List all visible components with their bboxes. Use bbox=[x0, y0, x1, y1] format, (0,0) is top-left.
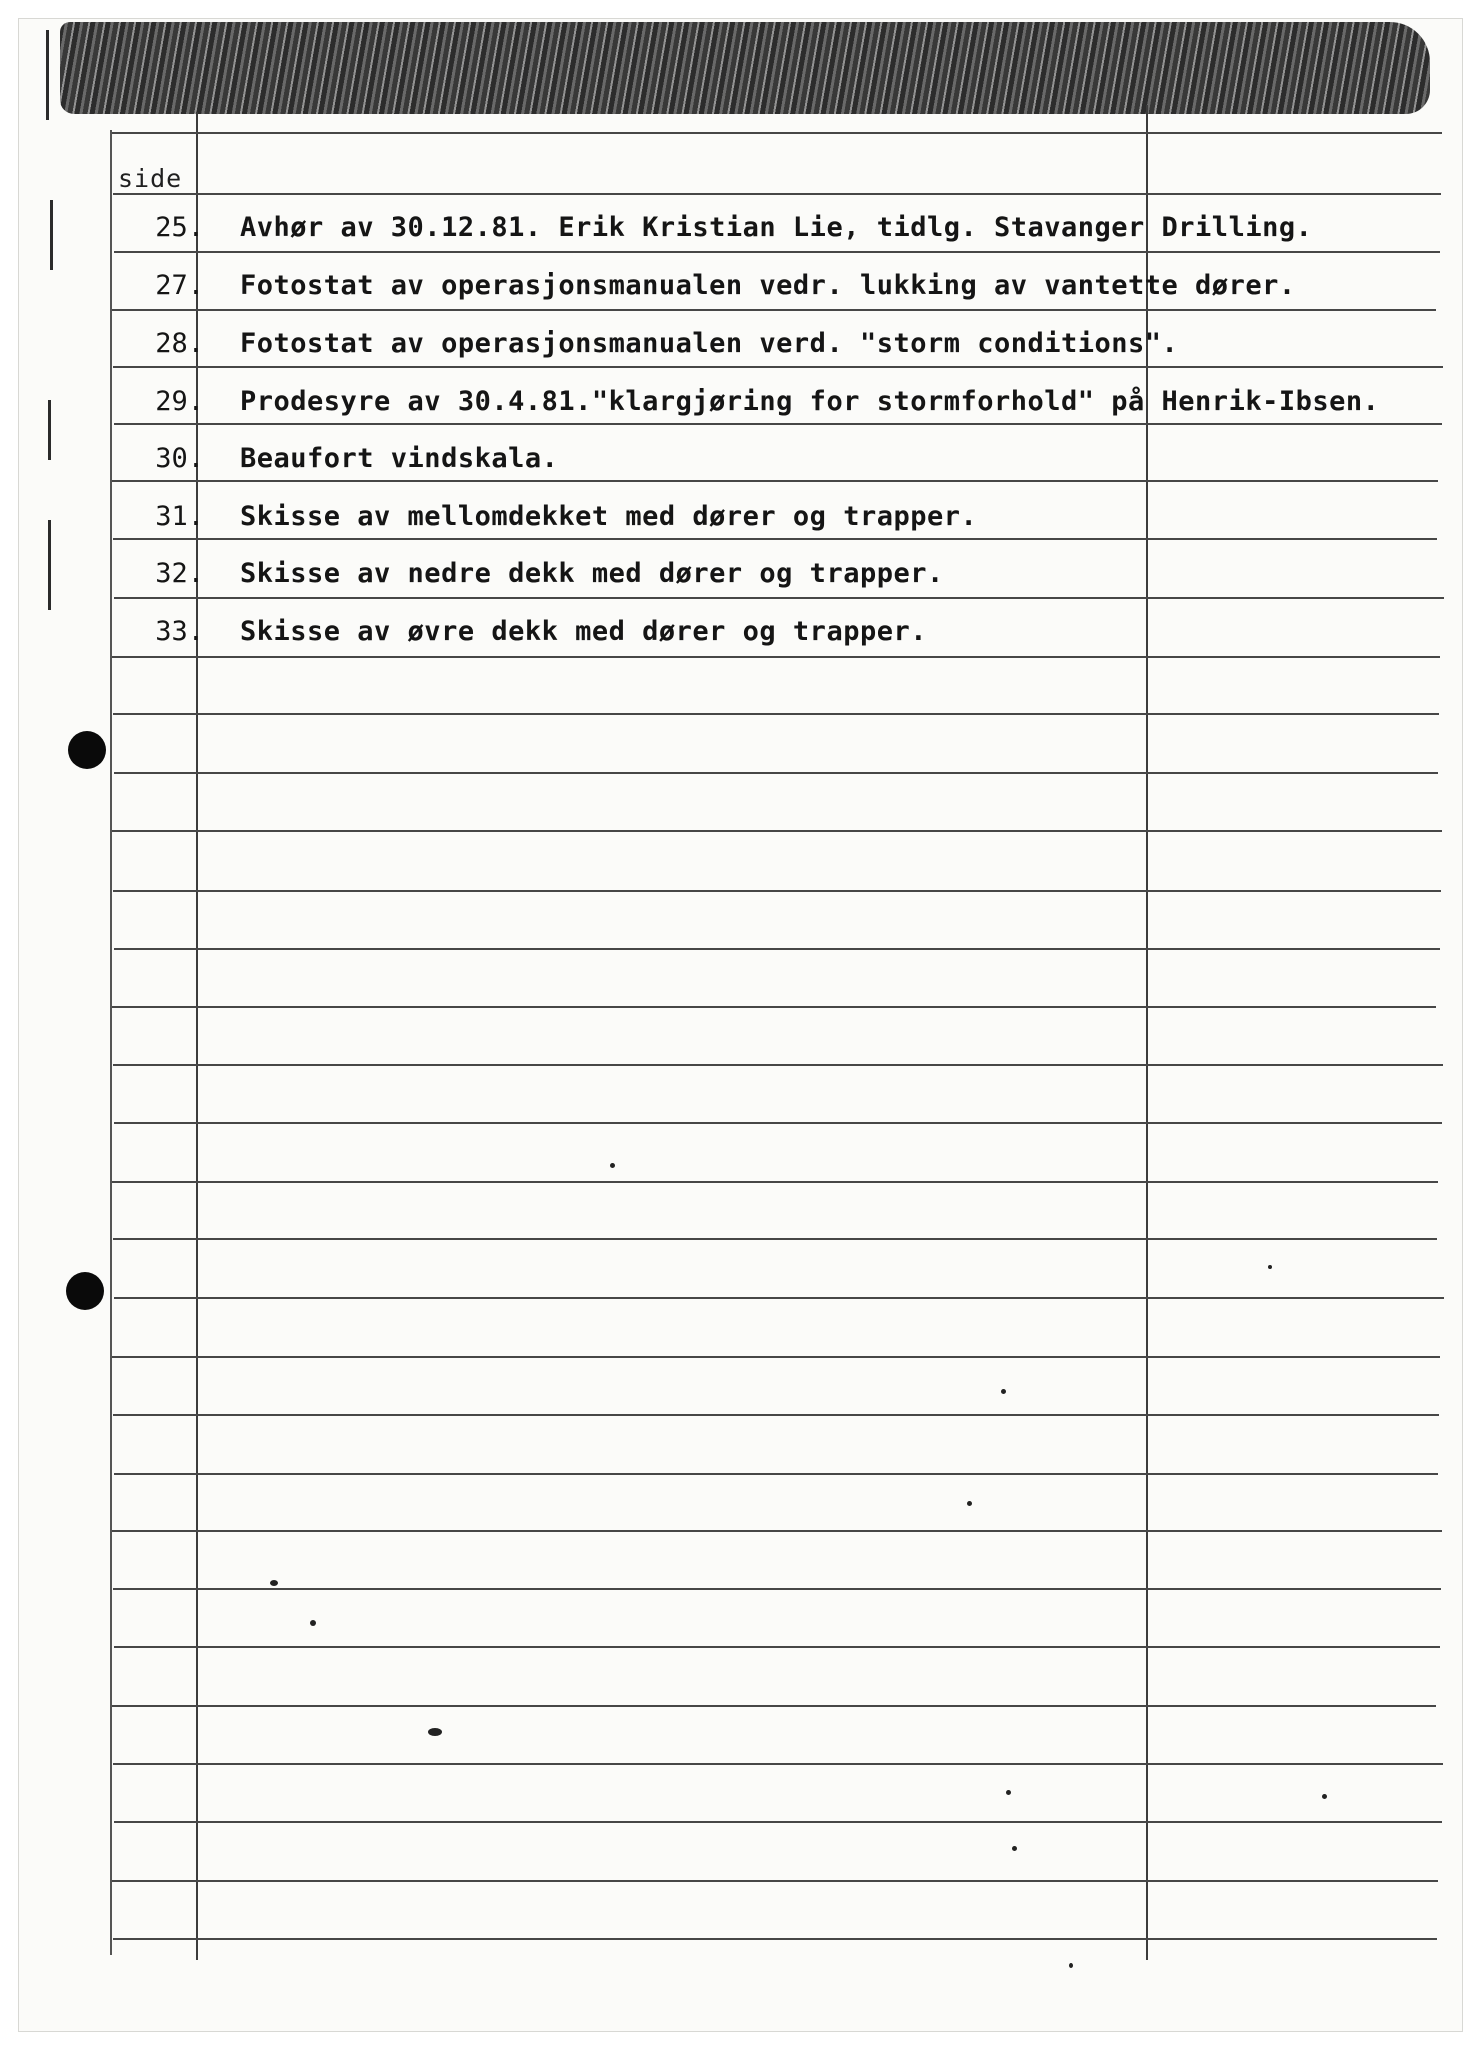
table-row bbox=[0, 616, 1479, 656]
ruled-line bbox=[114, 1646, 1440, 1648]
right-column-divider bbox=[1146, 105, 1148, 1960]
ruled-line bbox=[113, 1238, 1437, 1240]
page-number: 27. bbox=[155, 270, 204, 301]
ruled-line bbox=[112, 1006, 1436, 1008]
entry-description: Fotostat av operasjonsmanualen vedr. lukking av vantette dører. bbox=[240, 270, 1296, 301]
page-number: 31. bbox=[155, 501, 204, 532]
ruled-line bbox=[112, 1705, 1436, 1707]
entry-description: Skisse av mellomdekket med dører og trapper. bbox=[240, 501, 978, 532]
ruled-line bbox=[113, 1588, 1441, 1590]
table-row bbox=[0, 386, 1479, 426]
ruled-line bbox=[114, 948, 1440, 950]
ruled-line bbox=[113, 713, 1439, 715]
table-row bbox=[0, 558, 1479, 598]
ruled-line bbox=[113, 890, 1441, 892]
ruled-line bbox=[112, 1356, 1440, 1358]
ruled-line bbox=[112, 1181, 1438, 1183]
entry-description: Skisse av øvre dekk med dører og trapper. bbox=[240, 616, 927, 647]
table-row bbox=[0, 328, 1479, 368]
ruled-line bbox=[112, 132, 1442, 134]
ruled-line bbox=[112, 1880, 1438, 1882]
ruled-line bbox=[112, 830, 1442, 832]
table-row bbox=[0, 501, 1479, 541]
punch-hole bbox=[68, 731, 106, 769]
page-number: 32. bbox=[155, 558, 204, 589]
ruled-line bbox=[113, 1763, 1443, 1765]
entry-description: Skisse av nedre dekk med dører og trapper. bbox=[240, 558, 944, 589]
ruled-line bbox=[114, 772, 1438, 774]
margin-mark bbox=[46, 30, 49, 120]
ruled-line bbox=[112, 1530, 1442, 1532]
scan-speck bbox=[270, 1580, 278, 1586]
scan-speck bbox=[428, 1728, 442, 1736]
ruled-line bbox=[114, 1122, 1442, 1124]
scan-speck bbox=[310, 1620, 316, 1626]
scan-speck bbox=[610, 1163, 615, 1168]
entry-description: Avhør av 30.12.81. Erik Kristian Lie, tidlg. Stavanger Drilling. bbox=[240, 212, 1313, 243]
punch-hole bbox=[66, 1272, 104, 1310]
table-row bbox=[0, 270, 1479, 310]
page-number: 29. bbox=[155, 386, 204, 417]
ruled-line bbox=[114, 1297, 1444, 1299]
scan-speck bbox=[1069, 1963, 1073, 1968]
ruled-line bbox=[112, 656, 1440, 658]
entry-description: Prodesyre av 30.4.81."klargjøring for stormforhold" på Henrik-Ibsen. bbox=[240, 386, 1380, 417]
ruled-line bbox=[113, 193, 1441, 195]
page-column-header: side bbox=[118, 164, 183, 193]
ruled-line bbox=[114, 1473, 1438, 1475]
scan-speck bbox=[1001, 1389, 1006, 1394]
table-row bbox=[0, 212, 1479, 252]
page-number: 25. bbox=[155, 212, 204, 243]
ruled-line bbox=[113, 1064, 1443, 1066]
entry-description: Beaufort vindskala. bbox=[240, 443, 559, 474]
ruled-line bbox=[113, 1938, 1437, 1940]
ruled-line bbox=[114, 1821, 1442, 1823]
header-scribble bbox=[60, 22, 1430, 114]
page-number: 33. bbox=[155, 616, 204, 647]
scan-speck bbox=[1322, 1794, 1327, 1799]
page-number: 28. bbox=[155, 328, 204, 359]
page-number: 30. bbox=[155, 443, 204, 474]
scan-speck bbox=[1006, 1790, 1011, 1795]
ruled-line bbox=[113, 1414, 1439, 1416]
scan-speck bbox=[1268, 1265, 1272, 1269]
scan-speck bbox=[1012, 1846, 1017, 1851]
table-row bbox=[0, 443, 1479, 483]
entry-description: Fotostat av operasjonsmanualen verd. "storm conditions". bbox=[240, 328, 1179, 359]
scan-speck bbox=[967, 1501, 972, 1506]
document-sheet bbox=[18, 18, 1463, 2032]
